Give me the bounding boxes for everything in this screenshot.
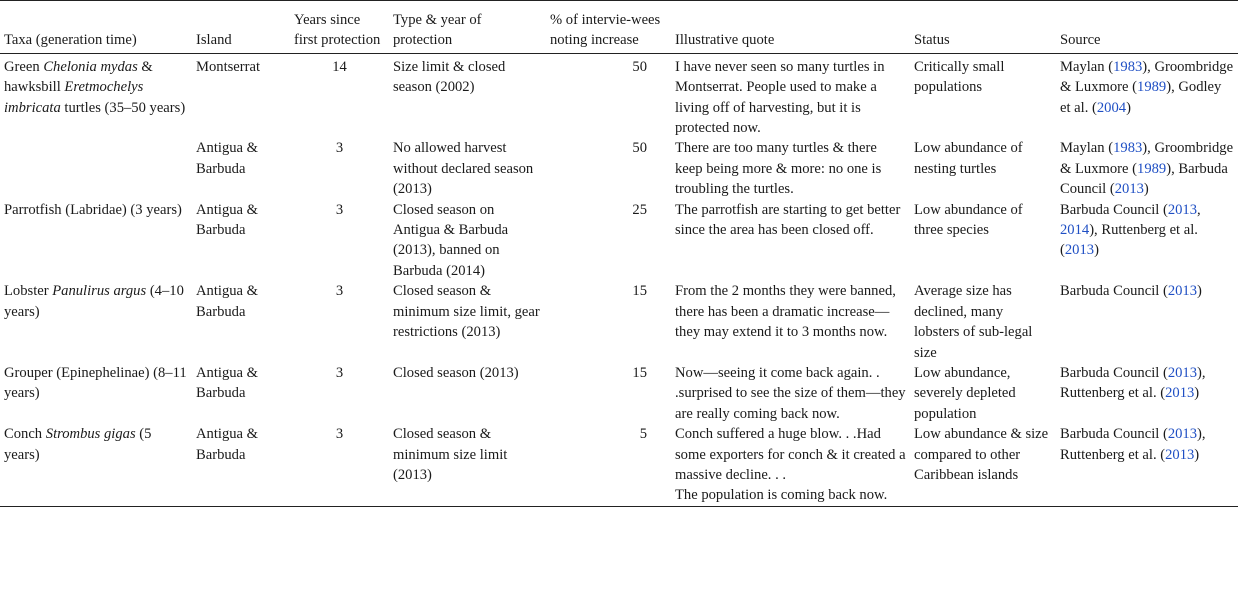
cell-source: Barbuda Council (2013, 2014), Ruttenberg et al. (2013) [1060, 201, 1201, 259]
citation-link[interactable]: 1983 [1113, 140, 1143, 157]
cell-status: Low abundance of three species [914, 201, 1023, 239]
cell-quote: Now—seeing it come back again. . .surprised to see the size of them—they are really coming back now. [675, 364, 906, 422]
cell-pct: 5 [639, 426, 647, 443]
table-row [0, 281, 1238, 363]
header-row [0, 1, 1238, 54]
cell-island: Antigua & Barbuda [196, 426, 259, 463]
citation-link[interactable]: 2013 [1167, 283, 1197, 300]
cell-status: Average size has declined, many lobsters of sub-legal size [914, 283, 1033, 361]
cell-status: Low abundance of nesting turtles [914, 140, 1023, 177]
header-source: Source [1060, 32, 1101, 49]
cell-years: 3 [335, 364, 344, 381]
cell-island: Antigua & Barbuda [196, 364, 259, 402]
cell-pct: 15 [632, 364, 647, 381]
citation-link[interactable]: 2014 [1060, 222, 1090, 239]
citation-link[interactable]: 2013 [1165, 385, 1195, 402]
citation-link[interactable]: 2013 [1167, 426, 1197, 443]
header-quote: Illustrative quote [675, 32, 775, 49]
cell-island: Antigua & Barbuda [196, 201, 259, 239]
cell-years: 3 [335, 201, 344, 218]
header-status: Status [914, 32, 950, 49]
header-taxa: Taxa (generation time) [4, 32, 137, 49]
cell-quote: I have never seen so many turtles in Montserrat. People used to make a living off of harvesting, but it is protected now. [675, 58, 885, 137]
cell-source: Maylan (1983), Groombridge & Luxmore (1989), Barbuda Council (2013) [1060, 140, 1234, 198]
cell-quote: The parrotfish are starting to get better since the area has been closed off. [675, 201, 901, 239]
cell-type: Closed season & minimum size limit (2013) [393, 426, 508, 483]
cell-quote: From the 2 months they were banned, there has been a dramatic increase—they may extend it to 3 months now. [675, 283, 896, 341]
citation-link[interactable]: 2004 [1096, 99, 1127, 116]
citation-link[interactable]: 2013 [1165, 446, 1195, 463]
cell-island: Antigua & Barbuda [196, 283, 259, 320]
cell-taxa: Green Chelonia mydas & hawksbill Eretmochelys imbricata turtles (35–50 years) [4, 58, 186, 116]
header-pct: % of intervie-wees noting increase [550, 12, 661, 49]
header-island: Island [196, 32, 232, 49]
cell-type: Closed season & minimum size limit, gear restrictions (2013) [393, 283, 540, 341]
cell-pct: 50 [632, 140, 647, 157]
table-row [0, 53, 1238, 138]
cell-taxa: Grouper (Epinephelinae) (8–11 years) [4, 364, 187, 402]
cell-source: Barbuda Council (2013) [1060, 283, 1202, 300]
cell-source: Maylan (1983), Groombridge & Luxmore (1989), Godley et al. (2004) [1060, 58, 1234, 116]
cell-island: Antigua & Barbuda [196, 140, 259, 177]
cell-pct: 25 [632, 201, 647, 218]
header-type: Type & year of protection [393, 12, 482, 49]
cell-years: 3 [335, 140, 344, 157]
cell-type: Closed season on Antigua & Barbuda (2013), banned on Barbuda (2014) [393, 201, 509, 279]
citation-link[interactable]: 1989 [1137, 79, 1167, 96]
cell-years: 3 [335, 426, 344, 443]
citation-link[interactable]: 2013 [1114, 181, 1144, 198]
cell-years: 3 [335, 283, 344, 300]
cell-status: Low abundance, severely depleted population [914, 364, 1016, 422]
cell-pct: 15 [632, 283, 647, 300]
header-years: Years since first protection [294, 12, 381, 49]
cell-taxa [0, 138, 192, 199]
cell-pct: 50 [632, 58, 647, 75]
cell-source: Barbuda Council (2013), Ruttenberg et al. (2013) [1060, 364, 1206, 402]
citation-link[interactable]: 2013 [1167, 364, 1197, 381]
table-row [0, 424, 1238, 506]
cell-taxa: Lobster Panulirus argus (4–10 years) [4, 283, 184, 320]
citation-link[interactable]: 1983 [1113, 58, 1143, 75]
cell-taxa: Parrotfish (Labridae) (3 years) [4, 201, 182, 218]
table-row [0, 138, 1238, 199]
cell-type: No allowed harvest without declared season (2013) [393, 140, 534, 198]
cell-status: Critically small populations [914, 58, 1005, 96]
cell-taxa: Conch Strombus gigas (5 years) [4, 426, 152, 463]
cell-island: Montserrat [196, 58, 261, 75]
citation-link[interactable]: 1989 [1137, 160, 1167, 177]
cell-type: Closed season (2013) [393, 364, 519, 381]
cell-source: Barbuda Council (2013), Ruttenberg et al. (2013) [1060, 426, 1206, 463]
table-row [0, 200, 1238, 282]
cell-years: 14 [332, 58, 347, 75]
table-row [0, 363, 1238, 424]
citation-link[interactable]: 2013 [1167, 201, 1197, 218]
cell-type: Size limit & closed season (2002) [393, 58, 506, 96]
citation-link[interactable]: 2013 [1064, 242, 1095, 259]
cell-quote: There are too many turtles & there keep being more & more: no one is troubling the turtles. [675, 140, 882, 198]
cell-quote: Conch suffered a huge blow. . .Had some exporters for conch & it created a massive decline. . . The population is coming back now. [675, 426, 906, 504]
cell-status: Low abundance & size compared to other Caribbean islands [914, 426, 1049, 483]
